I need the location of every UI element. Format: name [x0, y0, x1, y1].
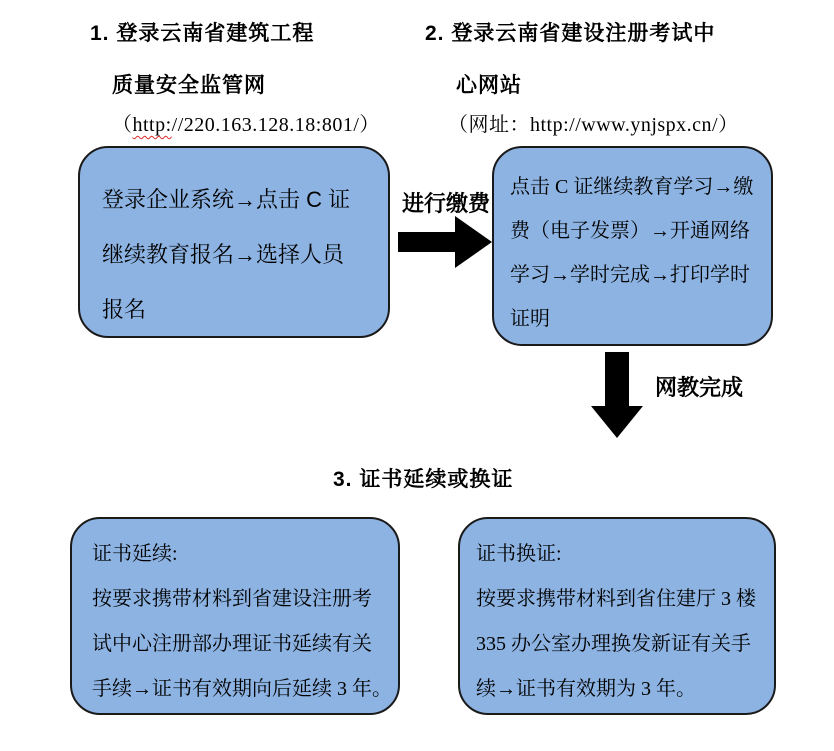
box-certificate-renewal-line: 按要求携带材料到省建设注册考: [92, 588, 372, 610]
step1-url-open-paren: （: [112, 114, 133, 136]
pay-arrow-label: 进行缴费: [401, 191, 490, 216]
box-certificate-replacement: [458, 517, 776, 715]
box-enterprise-signup-line: 继续教育报名→选择人员: [102, 242, 345, 267]
step1-url-http-misspell: http:: [132, 114, 172, 136]
step1-title-line2: 质量安全监管网: [112, 74, 266, 97]
step1-title-line1: 1. 登录云南省建筑工程: [90, 22, 315, 45]
step3-title: 3. 证书延续或换证: [333, 468, 514, 491]
box-enterprise-signup-line: 登录企业系统→点击 C 证: [102, 187, 351, 212]
box-certificate-renewal-line: 试中心注册部办理证书延续有关: [92, 633, 372, 655]
down-arrow-icon: [591, 352, 643, 438]
box-enterprise-signup: [78, 146, 390, 338]
box-online-study-line: 学习→学时完成→打印学时: [510, 264, 750, 286]
box-certificate-replacement-line: 按要求携带材料到省住建厅 3 楼: [476, 588, 756, 610]
step2-title-line2: 心网站: [456, 74, 522, 97]
box-online-study-line: 点击 C 证继续教育学习→缴: [510, 176, 754, 198]
box-enterprise-signup-line: 报名: [102, 297, 147, 322]
right-arrow-icon: [398, 216, 492, 268]
box-certificate-renewal: [70, 517, 400, 715]
box-certificate-renewal-line: 证书延续:: [92, 543, 178, 565]
step2-title-line1: 2. 登录云南省建设注册考试中: [425, 22, 716, 45]
box-certificate-replacement-line: 续→证书有效期为 3 年。: [476, 678, 696, 700]
box-online-study: [492, 146, 773, 346]
box-certificate-replacement-line: 335 办公室办理换发新证有关手: [476, 633, 751, 655]
web-done-label: 网教完成: [655, 375, 744, 400]
step1-url: [112, 112, 380, 138]
box-online-study-line: 费（电子发票）→开通网络: [510, 220, 750, 242]
step1-url-rest: //220.163.128.18:801/）: [171, 114, 380, 136]
box-certificate-replacement-line: 证书换证:: [476, 543, 562, 565]
box-online-study-line: 证明: [510, 308, 550, 330]
box-certificate-renewal-line: 手续→证书有效期向后延续 3 年。: [92, 678, 392, 700]
step2-url: （网址：http://www.ynjspx.cn/）: [448, 114, 739, 136]
